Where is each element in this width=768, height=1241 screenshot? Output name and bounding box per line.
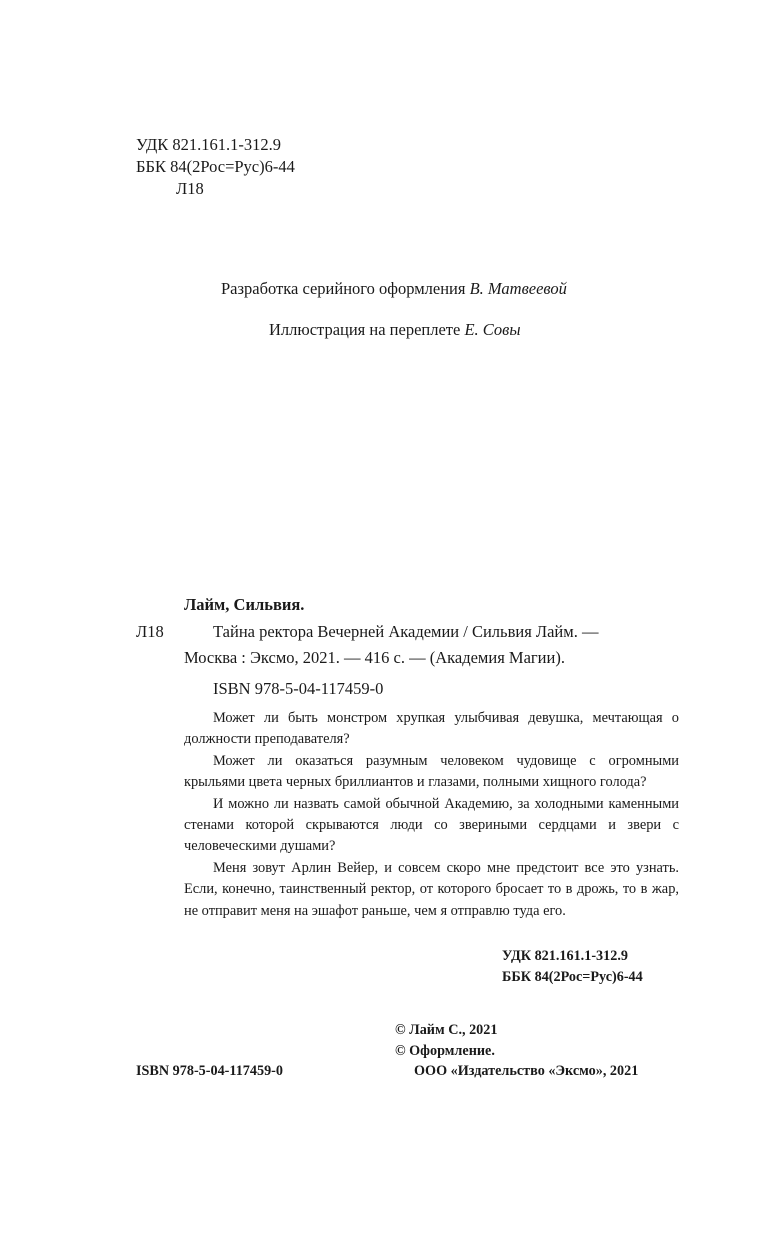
series-design-prefix: Разработка серийного оформления — [221, 279, 466, 298]
bbk-code-bottom: ББК 84(2Рос=Рус)6-44 — [502, 969, 643, 985]
series-design-credit — [221, 278, 567, 300]
copyright-author: © Лайм С., 2021 — [395, 1022, 498, 1038]
catalog-author: Лайм, Сильвия. — [184, 595, 305, 614]
bbk-code-top: ББК 84(2Рос=Рус)6-44 — [136, 157, 295, 176]
annotation-paragraph: Может ли оказаться разумным человеком чудовище с огромными крыльями цвета черных бриллиантов и глазами, полными хищного голода? — [184, 752, 679, 791]
catalog-isbn: ISBN 978-5-04-117459-0 — [213, 679, 384, 698]
annotation-paragraph: И можно ли назвать самой обычной Академию, за холодными каменными стенами которой скрываются люди со звериными сердцами и звери с человеческими душами? — [184, 795, 679, 855]
copyright-publisher: ООО «Издательство «Эксмо», 2021 — [414, 1063, 639, 1079]
catalog-title-line: Тайна ректора Вечерней Академии / Сильвия Лайм. — — [213, 622, 599, 641]
copyright-design: © Оформление. — [395, 1043, 495, 1059]
illustration-name: Е. Совы — [464, 320, 521, 339]
illustration-prefix: Иллюстрация на переплете — [269, 320, 461, 339]
isbn-bottom: ISBN 978-5-04-117459-0 — [136, 1063, 284, 1079]
annotation-paragraph: Может ли быть монстром хрупкая улыбчивая девушка, мечтающая о должности преподавателя? — [184, 710, 679, 748]
author-mark-top: Л18 — [176, 179, 204, 198]
udk-code-top: УДК 821.161.1-312.9 — [136, 135, 282, 154]
catalog-publication-line: Москва : Эксмо, 2021. — 416 с. — (Академия Магии). — [184, 648, 565, 667]
illustration-credit — [269, 319, 521, 341]
annotation — [184, 708, 679, 922]
annotation-paragraph: Меня зовут Арлин Вейер, и совсем скоро мне предстоит все это узнать. Если, конечно, таинственный ректор, от которого бросает то в дрожь, то в жар, не отправит меня на эшафот раньше, чем я отправлю туда его. — [184, 859, 679, 919]
udk-code-bottom: УДК 821.161.1-312.9 — [502, 948, 628, 964]
series-design-name: В. Матвеевой — [469, 279, 567, 298]
catalog-mark: Л18 — [136, 622, 164, 641]
